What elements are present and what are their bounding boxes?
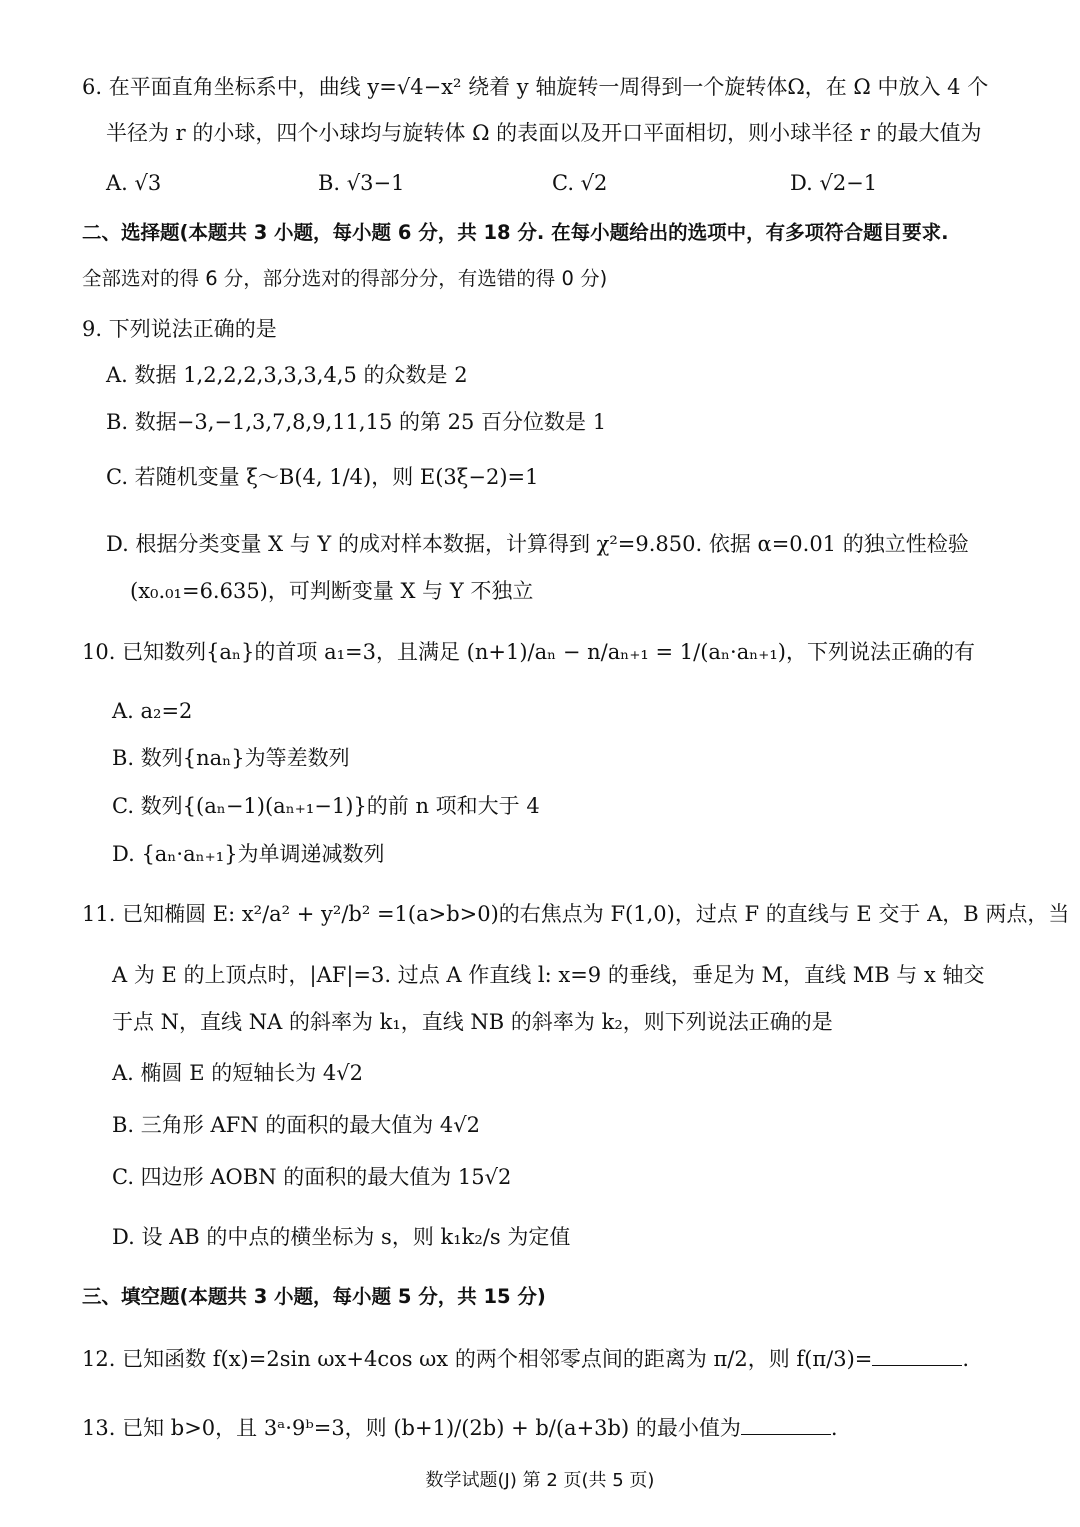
q10-stem: 10. 已知数列{aₙ}的首项 a₁=3，且满足 (n+1)/aₙ − n/aₙ₊₁ = 1/(aₙ·aₙ₊₁)，下列说法正确的有 (82, 640, 976, 664)
q11-option-d: D. 设 AB 的中点的横坐标为 s，则 k₁k₂/s 为定值 (112, 1225, 571, 1249)
q12-answer-blank[interactable] (872, 1347, 962, 1366)
q6-line2: 半径为 r 的小球，四个小球均与旋转体 Ω 的表面以及开口平面相切，则小球半径 r 的最大值为 (106, 121, 982, 145)
q6-option-c: C. √2 (552, 171, 608, 195)
q10-option-c: C. 数列{(aₙ−1)(aₙ₊₁−1)}的前 n 项和大于 4 (112, 794, 540, 818)
q9-option-c: C. 若随机变量 ξ～B(4, 1/4)，则 E(3ξ−2)=1 (106, 465, 539, 489)
q11-line1: 11. 已知椭圆 E: x²/a² + y²/b² =1(a>b>0)的右焦点为 F(1,0)，过点 F 的直线与 E 交于 A，B 两点，当 (82, 902, 1070, 926)
q9-option-b: B. 数据−3,−1,3,7,8,9,11,15 的第 25 百分位数是 1 (106, 410, 607, 434)
q11-option-b: B. 三角形 AFN 的面积的最大值为 4√2 (112, 1113, 481, 1137)
q12-stem (82, 1347, 969, 1371)
section2-heading-line2: 全部选对的得 6 分，部分选对的得部分分，有选错的得 0 分) (82, 267, 608, 290)
q10-option-d: D. {aₙ·aₙ₊₁}为单调递减数列 (112, 842, 385, 866)
q9-option-a: A. 数据 1,2,2,2,3,3,3,4,5 的众数是 2 (106, 363, 468, 387)
q13-stem (82, 1416, 838, 1440)
q11-line3: 于点 N，直线 NA 的斜率为 k₁，直线 NB 的斜率为 k₂，则下列说法正确的是 (112, 1010, 833, 1034)
q9-stem: 9. 下列说法正确的是 (82, 317, 277, 341)
q12-stem-text: 12. 已知函数 f(x)=2sin ωx+4cos ωx 的两个相邻零点间的距离为 π/2，则 f(π/3)= (82, 1347, 873, 1371)
q10-option-b: B. 数列{naₙ}为等差数列 (112, 746, 350, 770)
q11-option-a: A. 椭圆 E 的短轴长为 4√2 (112, 1061, 363, 1085)
q12-end: . (962, 1347, 970, 1371)
q6-option-a: A. √3 (106, 171, 162, 195)
q13-stem-text: 13. 已知 b>0，且 3ᵃ·9ᵇ=3，则 (b+1)/(2b) + b/(a+3b) 的最小值为 (82, 1416, 741, 1440)
q10-option-a: A. a₂=2 (112, 699, 193, 723)
q6-line1: 6. 在平面直角坐标系中，曲线 y=√4−x² 绕着 y 轴旋转一周得到一个旋转体Ω，在 Ω 中放入 4 个 (82, 75, 989, 99)
page-footer: 数学试题(J) 第 2 页(共 5 页) (425, 1470, 655, 1491)
section2-heading-line1: 二、选择题(本题共 3 小题，每小题 6 分，共 18 分. 在每小题给出的选项中，有多项符合题目要求. (82, 221, 949, 244)
q9-option-d-line1: D. 根据分类变量 X 与 Y 的成对样本数据，计算得到 χ²=9.850. 依据 α=0.01 的独立性检验 (106, 532, 969, 556)
q6-option-d: D. √2−1 (790, 171, 878, 195)
q13-end: . (830, 1416, 838, 1440)
q6-option-b: B. √3−1 (318, 171, 405, 195)
q9-option-d-line2: (x₀.₀₁=6.635)，可判断变量 X 与 Y 不独立 (130, 579, 534, 603)
q13-answer-blank[interactable] (741, 1416, 831, 1435)
q11-line2: A 为 E 的上顶点时，|AF|=3. 过点 A 作直线 l: x=9 的垂线，垂足为 M，直线 MB 与 x 轴交 (112, 963, 985, 987)
section3-heading: 三、填空题(本题共 3 小题，每小题 5 分，共 15 分) (82, 1285, 546, 1308)
q11-option-c: C. 四边形 AOBN 的面积的最大值为 15√2 (112, 1165, 512, 1189)
